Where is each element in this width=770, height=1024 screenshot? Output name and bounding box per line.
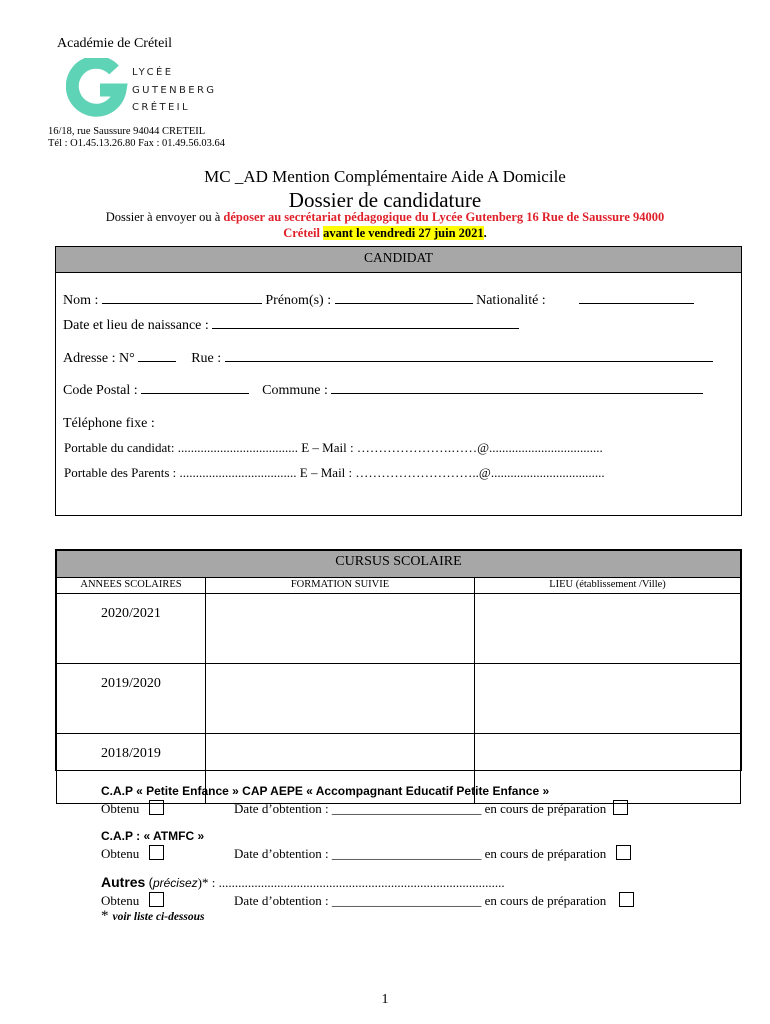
logo-line-3: CRÉTEIL: [132, 102, 190, 113]
en-cours-label: en cours de préparation: [484, 893, 607, 908]
en-cours-checkbox[interactable]: [619, 892, 634, 907]
obtenu-checkbox[interactable]: [149, 800, 164, 815]
portable-candidat-field[interactable]: Portable du candidat: .....................................: [64, 440, 298, 455]
logo-text: [132, 64, 216, 117]
adresse-numero-field[interactable]: [138, 360, 176, 362]
gutenberg-logo-icon: [66, 58, 128, 118]
portable-parents-field[interactable]: Portable des Parents : ....................................: [64, 465, 297, 480]
logo-line-2: GUTENBERG: [132, 84, 217, 96]
obtenu-checkbox[interactable]: [149, 845, 164, 860]
naissance-field[interactable]: [212, 327, 519, 329]
autres-precisez: précisez: [152, 876, 198, 890]
page-number: 1: [381, 992, 389, 1007]
table-row: [57, 664, 741, 734]
en-cours-checkbox[interactable]: [616, 845, 631, 860]
commune-label: Commune :: [262, 383, 328, 398]
obtenu-checkbox[interactable]: [149, 892, 164, 907]
table-row: [57, 594, 741, 664]
cap1-row: [101, 800, 628, 817]
nationalite-label: Nationalité :: [476, 293, 546, 308]
address-line-2: Tél : O1.45.13.26.80 Fax : 01.49.56.03.64: [48, 138, 226, 149]
nom-field[interactable]: [102, 302, 262, 304]
naissance-label: Date et lieu de naissance :: [63, 318, 209, 333]
en-cours-checkbox[interactable]: [613, 800, 628, 815]
commune-field[interactable]: [331, 392, 703, 394]
note-star: *: [101, 908, 109, 924]
rue-field[interactable]: [225, 360, 713, 362]
cap2-row: [101, 845, 631, 862]
en-cours-label: en cours de préparation: [484, 801, 607, 816]
deadline-highlight: avant le vendredi 27 juin 2021: [323, 226, 484, 240]
lieu-cell[interactable]: [475, 594, 741, 664]
column-header-annees: ANNEES SCOLAIRES: [57, 578, 206, 594]
adresse-label: Adresse : N°: [63, 351, 135, 366]
en-cours-label: en cours de préparation: [484, 846, 607, 861]
prenom-field[interactable]: [335, 302, 473, 304]
nom-label: Nom :: [63, 293, 99, 308]
note-text: voir liste ci-dessous: [112, 911, 205, 923]
cursus-section: [55, 549, 742, 771]
note-row: [101, 907, 205, 925]
cap-petite-enfance-title: C.A.P « Petite Enfance » CAP AEPE « Accompagnant Educatif Petite Enfance »: [101, 784, 550, 798]
cap2-prefix: C.A.P: [101, 829, 133, 843]
candidat-section: [55, 246, 742, 516]
instructions-city: Créteil: [283, 226, 324, 240]
obtenu-label: Obtenu: [101, 846, 140, 861]
form-title: MC _AD Mention Complémentaire Aide A Domicile: [204, 167, 566, 186]
formation-cell[interactable]: [206, 664, 475, 734]
nationalite-field[interactable]: [579, 302, 694, 304]
academie-label: Académie de Créteil: [57, 36, 173, 51]
cap2-title: : « ATMFC »: [132, 829, 205, 843]
instructions-suffix: .: [483, 226, 487, 240]
instructions-address: déposer au secrétariat pédagogique du Lycée Gutenberg 16 Rue de Saussure 94000: [223, 210, 665, 224]
formation-cell[interactable]: [206, 594, 475, 664]
autres-field[interactable]: )* : ........................................................................................: [197, 875, 505, 890]
logo-line-1: LYCÉE: [132, 67, 174, 78]
cap-atmfc-title: [101, 829, 204, 844]
date-obtention-field[interactable]: Date d’obtention : _______________________: [234, 846, 482, 861]
telephone-label: Téléphone fixe :: [63, 416, 155, 431]
instructions: [40, 209, 730, 241]
prenom-label: Prénom(s) :: [265, 293, 332, 308]
lieu-cell[interactable]: [475, 664, 741, 734]
autres-row: Autres (précisez)* : ........................................................................................: [101, 874, 505, 890]
column-header-formation: FORMATION SUIVIE: [206, 578, 475, 594]
cursus-table: [56, 550, 741, 804]
email-candidat-field[interactable]: E – Mail : ………………….……@...................................: [301, 440, 603, 455]
cursus-heading: CURSUS SCOLAIRE: [57, 551, 741, 578]
date-obtention-field[interactable]: Date d’obtention : _______________________: [234, 893, 482, 908]
year-cell: 2020/2021: [57, 594, 206, 664]
rue-label: Rue :: [191, 351, 222, 366]
obtenu-label: Obtenu: [101, 893, 140, 908]
code-postal-field[interactable]: [141, 392, 249, 394]
year-cell: 2019/2020: [57, 664, 206, 734]
obtenu-label: Obtenu: [101, 801, 140, 816]
code-postal-label: Code Postal :: [63, 383, 138, 398]
candidat-heading: CANDIDAT: [56, 247, 741, 273]
column-header-lieu: LIEU (établissement /Ville): [475, 578, 741, 594]
email-parents-field[interactable]: E – Mail : ………………………..@...................................: [299, 465, 605, 480]
form-subtitle: Dossier de candidature: [288, 188, 482, 212]
autres-label: Autres: [101, 874, 146, 890]
instructions-prefix: Dossier à envoyer ou à: [105, 210, 224, 224]
address-line-1: 16/18, rue Saussure 94044 CRETEIL: [48, 126, 206, 137]
date-obtention-field[interactable]: Date d’obtention : _______________________: [234, 801, 482, 816]
school-address: [48, 126, 225, 150]
year-cell: 2018/2019: [57, 734, 206, 804]
